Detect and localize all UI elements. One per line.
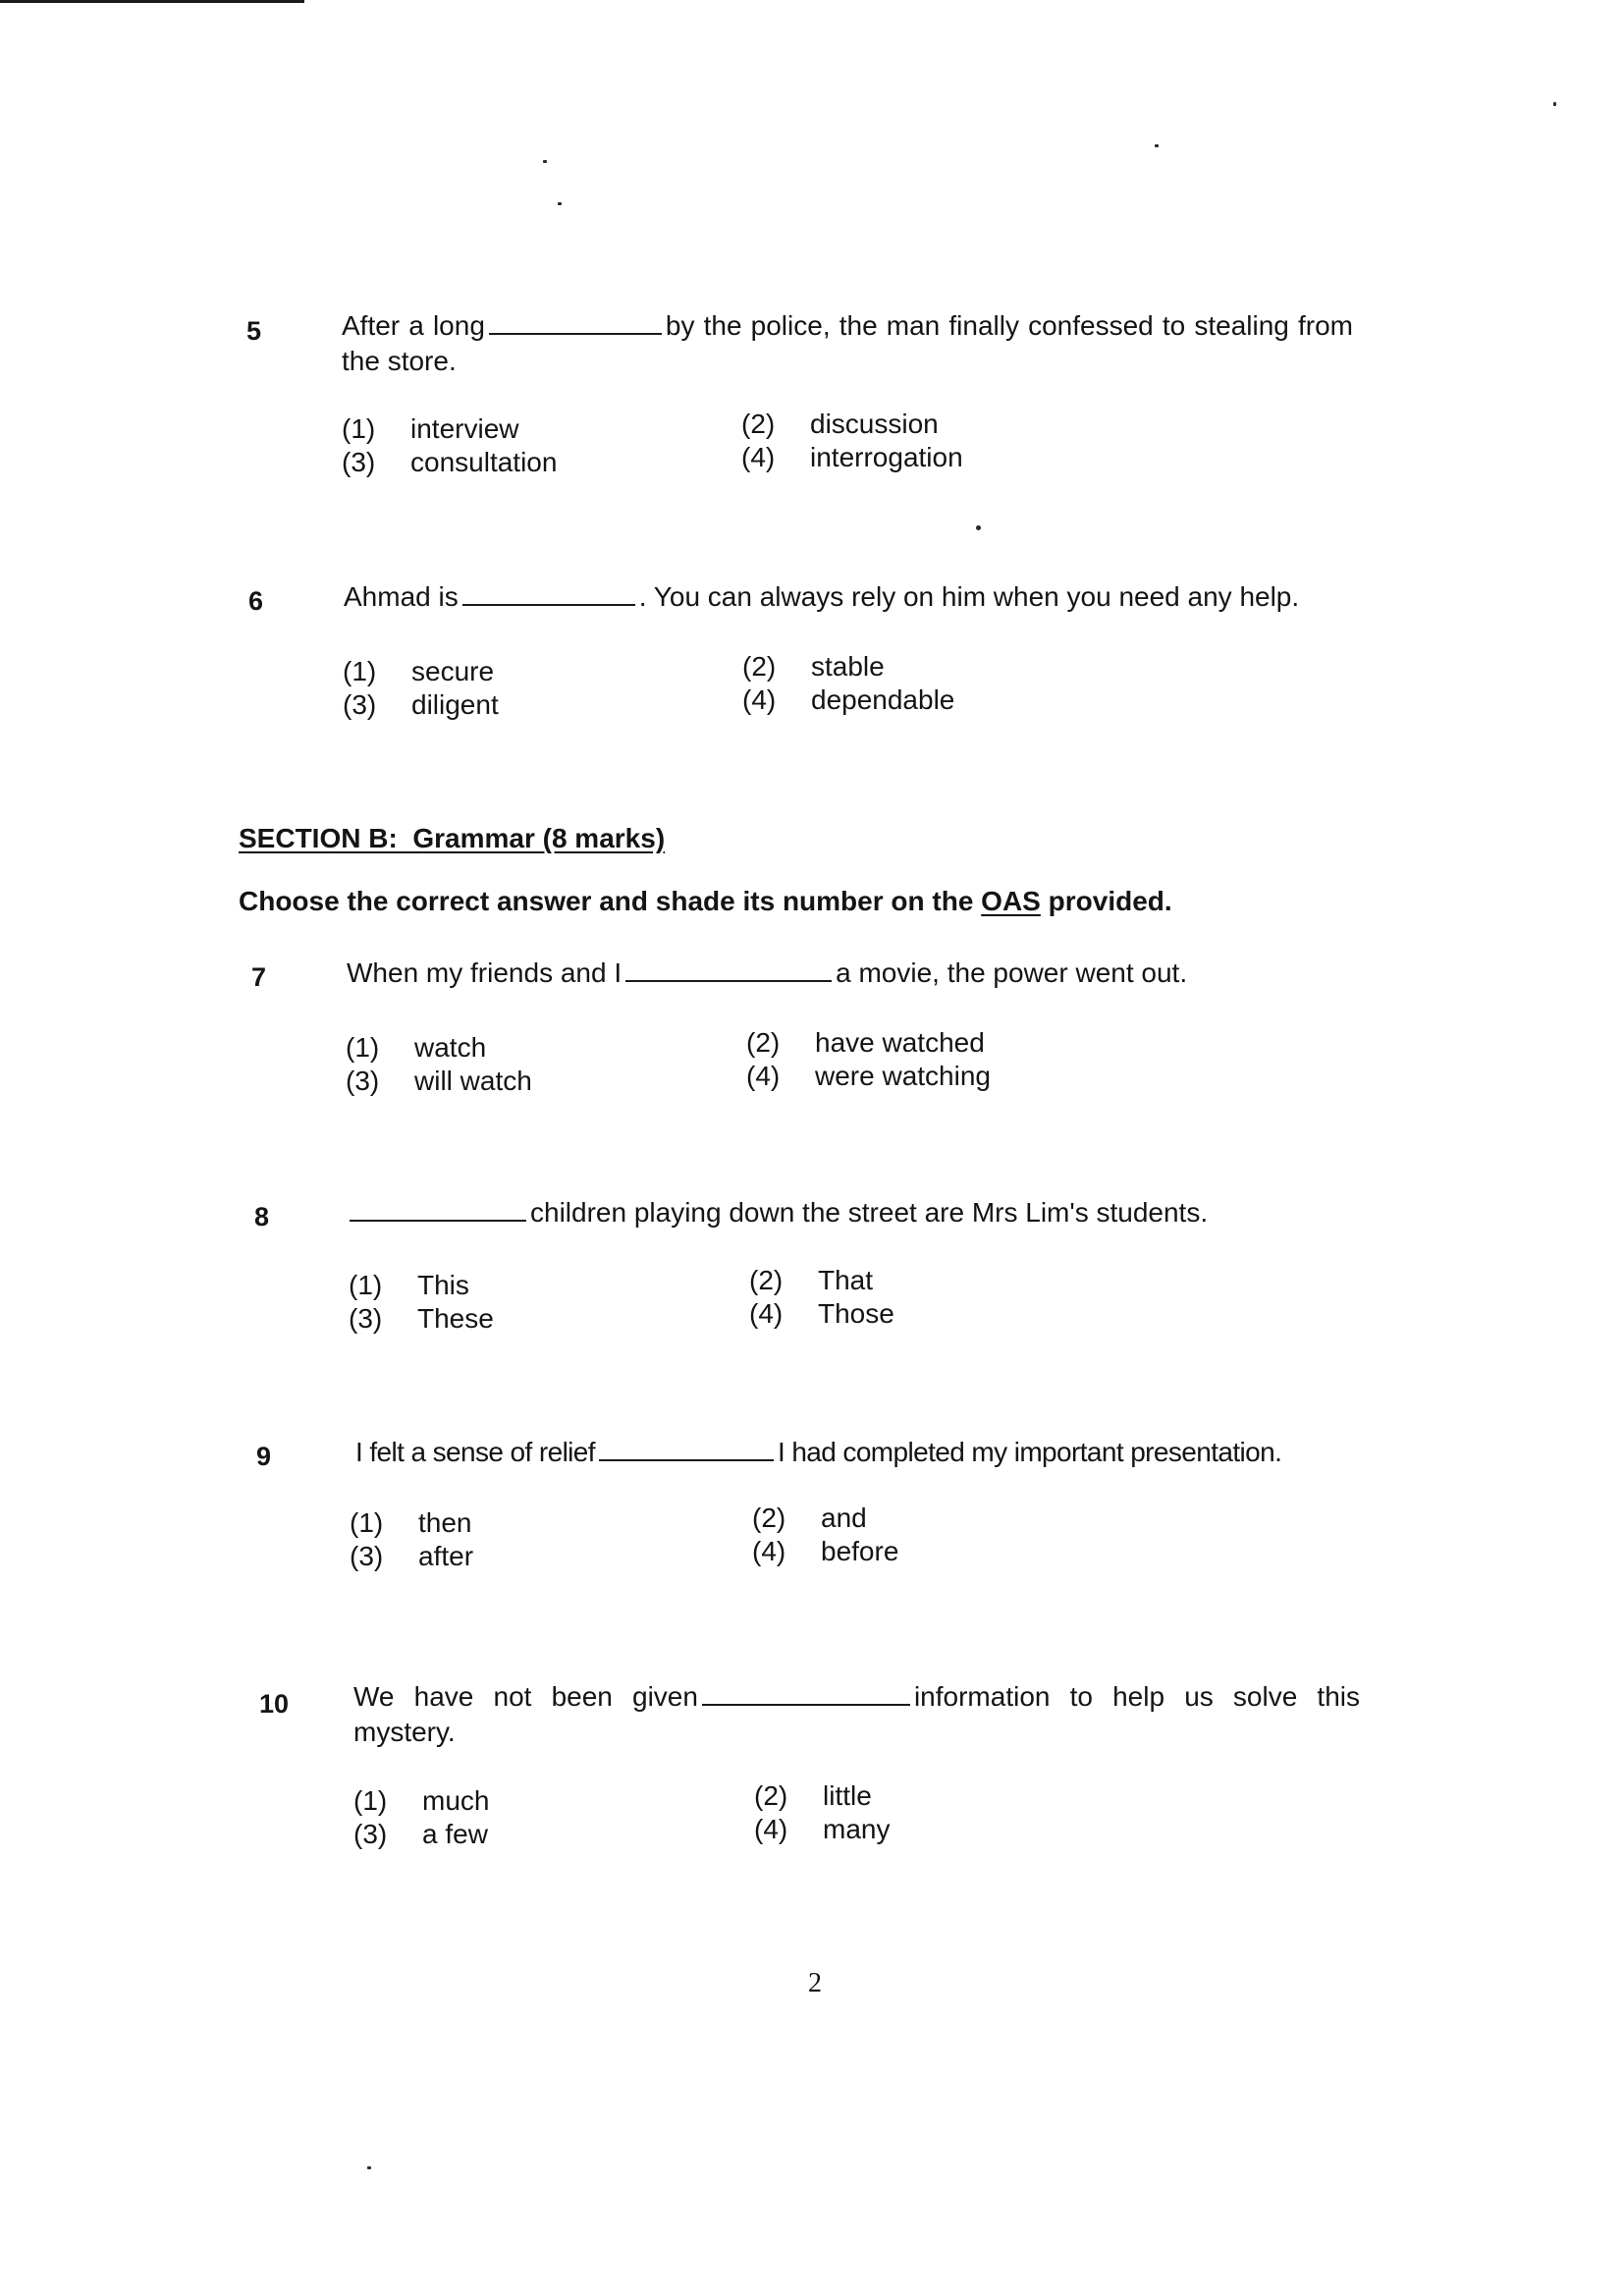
question-stem xyxy=(347,956,1368,991)
option-number: (1) xyxy=(342,413,376,444)
option-number: (1) xyxy=(343,656,377,686)
scan-edge-rule xyxy=(0,0,304,3)
option-2 xyxy=(746,1026,985,1060)
option-3 xyxy=(343,688,499,722)
stem-text-after: a movie, the power went out. xyxy=(836,957,1188,988)
answer-blank xyxy=(350,1200,526,1222)
option-number: (1) xyxy=(350,1507,384,1538)
option-number: (3) xyxy=(342,447,376,477)
option-text: consultation xyxy=(410,447,558,477)
option-text: These xyxy=(417,1303,494,1334)
option-3 xyxy=(346,1065,532,1098)
option-2 xyxy=(749,1264,873,1297)
section-b-instruction xyxy=(239,886,1172,917)
option-text: Those xyxy=(818,1298,894,1329)
instruction-text: Choose the correct answer and shade its number on the xyxy=(239,886,982,916)
question-number: 7 xyxy=(251,962,267,992)
option-text: will watch xyxy=(414,1066,532,1096)
question-number: 10 xyxy=(259,1689,290,1719)
option-4 xyxy=(741,441,963,474)
option-number: (2) xyxy=(749,1265,784,1295)
option-text: then xyxy=(418,1507,472,1538)
scan-speck xyxy=(543,160,547,163)
option-4 xyxy=(754,1813,890,1846)
option-number: (1) xyxy=(353,1785,388,1816)
answer-blank xyxy=(599,1440,774,1461)
option-3 xyxy=(342,446,557,479)
option-1 xyxy=(353,1784,489,1818)
option-number: (4) xyxy=(741,442,776,472)
stem-text-before: When my friends and I xyxy=(347,957,623,988)
option-1 xyxy=(349,1269,469,1302)
stem-text-before: I felt a sense of relief xyxy=(355,1437,595,1467)
option-text: and xyxy=(821,1503,867,1533)
option-3 xyxy=(349,1302,494,1336)
stem-text-after: I had completed my important presentation. xyxy=(777,1437,1282,1467)
scan-speck xyxy=(367,2166,371,2169)
option-text: That xyxy=(818,1265,874,1295)
scan-speck xyxy=(976,525,981,530)
question-stem xyxy=(350,1195,1371,1230)
option-text: This xyxy=(417,1270,469,1300)
option-text: after xyxy=(418,1541,474,1571)
option-1 xyxy=(343,655,494,688)
stem-text-after: children playing down the street are Mrs Lim's students. xyxy=(530,1197,1209,1228)
stem-text-before: We have not been given xyxy=(353,1681,698,1712)
option-number: (1) xyxy=(346,1032,380,1063)
stem-text-before: Ahmad is xyxy=(344,581,459,612)
option-2 xyxy=(742,650,885,683)
instruction-text-end: provided. xyxy=(1040,886,1172,916)
option-number: (3) xyxy=(346,1066,380,1096)
answer-blank xyxy=(462,584,635,606)
option-4 xyxy=(746,1060,991,1093)
option-text: much xyxy=(422,1785,490,1816)
question-number: 8 xyxy=(254,1202,270,1231)
scan-speck xyxy=(1155,144,1159,147)
stem-text-after: . You can always rely on him when you need any help. xyxy=(638,581,1300,612)
option-4 xyxy=(742,683,954,717)
option-text: interrogation xyxy=(810,442,963,472)
question-number: 5 xyxy=(246,316,262,346)
option-1 xyxy=(346,1031,486,1065)
option-number: (4) xyxy=(742,684,777,715)
option-3 xyxy=(353,1818,488,1851)
scan-speck xyxy=(1553,102,1556,106)
option-text: interview xyxy=(410,413,519,444)
option-text: a few xyxy=(422,1819,488,1849)
option-number: (3) xyxy=(350,1541,384,1571)
option-number: (3) xyxy=(353,1819,388,1849)
option-text: stable xyxy=(811,651,885,682)
option-number: (3) xyxy=(349,1303,383,1334)
answer-blank xyxy=(702,1684,910,1706)
option-2 xyxy=(752,1502,867,1535)
option-number: (4) xyxy=(752,1536,786,1566)
option-number: (3) xyxy=(343,689,377,720)
option-text: watch xyxy=(414,1032,487,1063)
stem-text-after: information to help us solve this mystery. xyxy=(353,1681,1360,1747)
option-number: (4) xyxy=(746,1061,781,1091)
answer-blank xyxy=(625,960,832,982)
option-2 xyxy=(741,408,939,441)
question-number: 6 xyxy=(248,586,264,616)
option-text: diligent xyxy=(411,689,499,720)
option-number: (2) xyxy=(742,651,777,682)
option-text: before xyxy=(821,1536,899,1566)
option-number: (4) xyxy=(754,1814,788,1844)
option-number: (1) xyxy=(349,1270,383,1300)
option-text: were watching xyxy=(815,1061,991,1091)
answer-blank xyxy=(489,313,662,335)
question-stem xyxy=(355,1435,1377,1470)
option-number: (2) xyxy=(746,1027,781,1058)
option-1 xyxy=(342,412,518,446)
option-number: (2) xyxy=(754,1780,788,1811)
stem-text-before: After a long xyxy=(342,310,485,341)
option-1 xyxy=(350,1506,472,1540)
option-number: (2) xyxy=(741,409,776,439)
question-stem xyxy=(344,579,1365,615)
option-text: many xyxy=(823,1814,891,1844)
option-2 xyxy=(754,1779,872,1813)
page-number: 2 xyxy=(808,1968,822,1998)
question-number: 9 xyxy=(256,1442,272,1471)
question-stem xyxy=(353,1679,1360,1750)
option-text: have watched xyxy=(815,1027,985,1058)
option-text: dependable xyxy=(811,684,955,715)
option-number: (4) xyxy=(749,1298,784,1329)
option-text: little xyxy=(823,1780,872,1811)
option-3 xyxy=(350,1540,473,1573)
option-text: secure xyxy=(411,656,495,686)
scan-speck xyxy=(558,202,562,205)
option-4 xyxy=(749,1297,894,1331)
option-text: discussion xyxy=(810,409,939,439)
instruction-oas: OAS xyxy=(981,886,1041,916)
option-number: (2) xyxy=(752,1503,786,1533)
option-4 xyxy=(752,1535,898,1568)
stem-text-after: by the police, the man finally confessed to stealing from the store. xyxy=(342,310,1353,376)
question-stem xyxy=(342,308,1353,379)
section-b-title: SECTION B: Grammar (8 marks) xyxy=(239,823,666,853)
